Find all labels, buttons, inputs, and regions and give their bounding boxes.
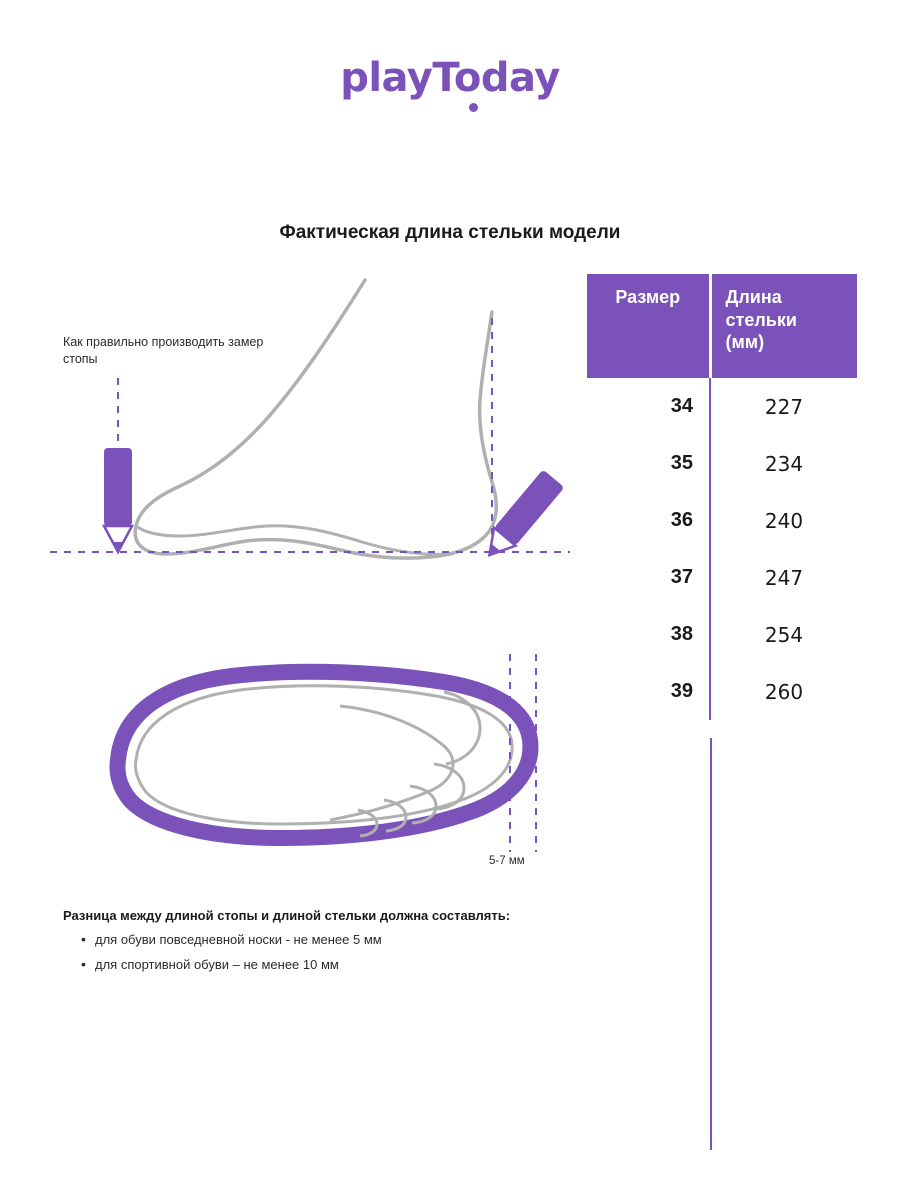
pencil-left-icon [104,448,132,552]
foot-top-view-illustration [40,640,580,890]
difference-notes [63,908,563,982]
table-divider-extension [710,738,712,1150]
cell-size: 36 [587,492,710,549]
table-row [587,378,857,435]
brand-name-mark: y [406,55,433,101]
foot-side-view-illustration [40,260,580,590]
brand-logo-dot [469,103,478,112]
brand-name-part1: pla [340,55,407,101]
table-row [587,435,857,492]
cell-size: 37 [587,549,710,606]
cell-size: 35 [587,435,710,492]
table-row [587,549,857,606]
measure-instruction-text: Как правильно производить замер стопы [63,335,264,366]
table-header-row [587,274,857,378]
size-table-body [587,378,857,720]
cell-length: 240 [710,492,857,549]
cell-length: 234 [710,435,857,492]
cell-size: 39 [587,663,710,720]
size-table-head [587,274,857,378]
page-title: Фактическая длина стельки модели [279,222,621,243]
list-item: • для обуви повседневной носки - не менее 5 мм [81,932,563,947]
cell-length: 260 [710,663,857,720]
column-header-insole-length [710,274,857,378]
cell-size: 34 [587,378,710,435]
column-header-line1: Длина [725,287,782,307]
table-row [587,492,857,549]
gap-measure-label: 5-7 мм [489,855,525,867]
column-header-size: Размер [587,274,710,378]
column-header-line3: (мм) [725,332,765,352]
difference-notes-heading: Разница между длиной стопы и длиной стельки должна составлять: [63,908,511,923]
table-row [587,663,857,720]
size-table [587,274,857,720]
cell-length: 254 [710,606,857,663]
brand-logo [0,55,900,101]
list-item: • для спортивной обуви – не менее 10 мм [81,957,563,972]
column-header-line2: стельки [725,309,797,330]
brand-name-part2: Today [432,55,560,101]
cell-size: 38 [587,606,710,663]
cell-length: 247 [710,549,857,606]
difference-notes-list [63,932,563,972]
table-row [587,606,857,663]
brand-logo-text [340,55,560,101]
cell-length: 227 [710,378,857,435]
